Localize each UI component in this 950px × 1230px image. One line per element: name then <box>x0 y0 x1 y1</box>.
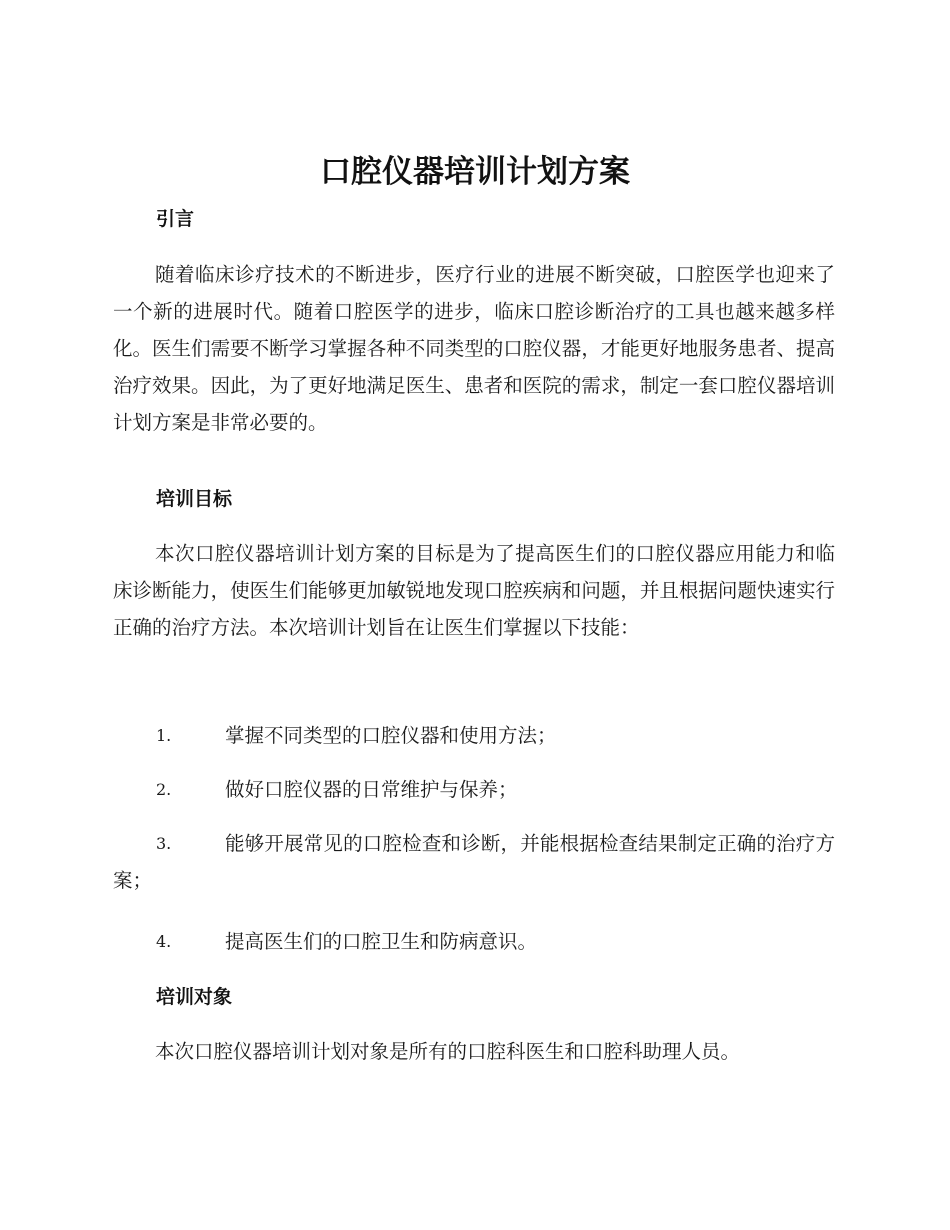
section-heading-training-audience: 培训对象 <box>156 986 233 1008</box>
list-item <box>113 771 835 808</box>
list-number: 3. <box>156 834 172 853</box>
list-number: 1. <box>156 726 172 745</box>
list-item <box>113 923 835 960</box>
list-number: 2. <box>156 780 172 799</box>
list-number: 4. <box>156 932 172 951</box>
training-goals-paragraph: 本次口腔仪器培训计划方案的目标是为了提高医生们的口腔仪器应用能力和临床诊断能力，使医生们能够更加敏锐地发现口腔疾病和问题，并且根据问题快速实行正确的治疗方法。本次培训计划旨在让医生们掌握以下技能： <box>113 542 835 639</box>
list-item <box>113 717 835 754</box>
list-item <box>113 825 835 899</box>
section-heading-training-goals: 培训目标 <box>156 488 233 510</box>
list-text: 掌握不同类型的口腔仪器和使用方法； <box>225 724 557 747</box>
section-heading-introduction: 引言 <box>156 208 195 230</box>
document-title: 口腔仪器培训计划方案 <box>320 154 630 190</box>
training-audience-paragraph: 本次口腔仪器培训计划对象是所有的口腔科医生和口腔科助理人员。 <box>155 1040 741 1063</box>
list-text: 能够开展常见的口腔检查和诊断，并能根据检查结果制定正确的治疗方案； <box>113 832 835 892</box>
list-text: 提高医生们的口腔卫生和防病意识。 <box>225 930 538 953</box>
introduction-paragraph: 随着临床诊疗技术的不断进步，医疗行业的进展不断突破，口腔医学也迎来了一个新的进展时代。随着口腔医学的进步，临床口腔诊断治疗的工具也越来越多样化。医生们需要不断学习掌握各种不同类型的口腔仪器，才能更好地服务患者、提高治疗效果。因此，为了更好地满足医生、患者和医院的需求，制定一套口腔仪器培训计划方案是非常必要的。 <box>113 263 835 434</box>
list-text: 做好口腔仪器的日常维护与保养； <box>225 778 518 801</box>
